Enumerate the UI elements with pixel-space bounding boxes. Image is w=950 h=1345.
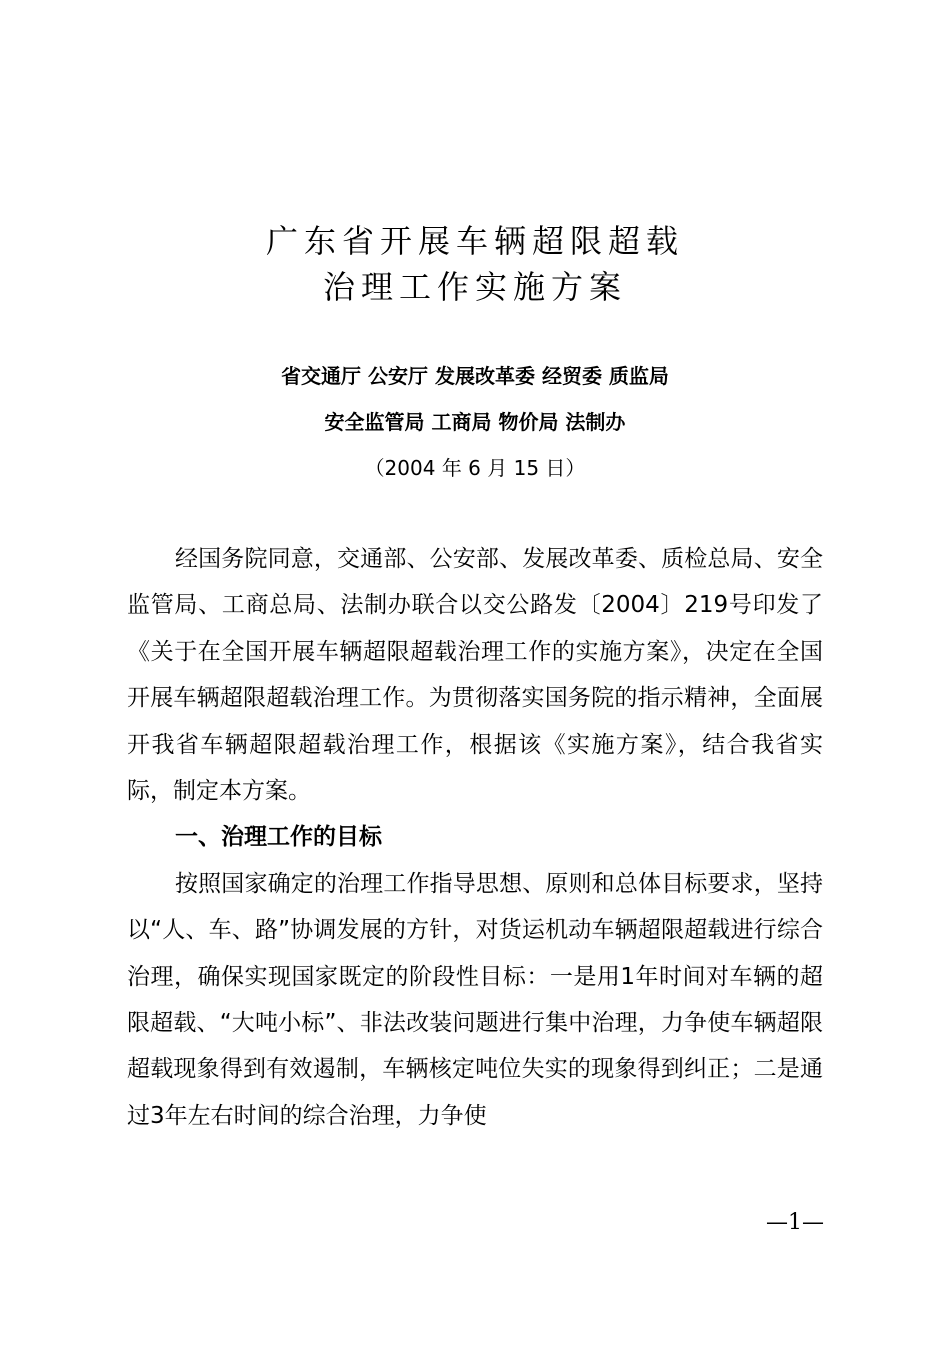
issuing-agencies-line2: 安全监管局 工商局 物价局 法制办	[324, 410, 626, 434]
document-title-line2: 治理工作实施方案	[322, 268, 627, 306]
section-heading-goals: 一、治理工作的目标	[175, 824, 382, 851]
issuing-agencies-line1: 省交通厅 公安厅 发展改革委 经贸委 质监局	[281, 364, 669, 388]
page-number: —1—	[766, 1210, 824, 1235]
intro-paragraph: 经国务院同意，交通部、公安部、发展改革委、质检总局、安全监管局、工商总局、法制办联合以交公路发〔2004〕219号印发了《关于在全国开展车辆超限超载治理工作的实施方案》，决定在全国开展车辆超限超载治理工作。为贯彻落实国务院的指示精神，全面展开我省车辆超限超载治理工作，根据该《实施方案》，结合我省实际，制定本方案。	[127, 546, 823, 805]
document-title-line1: 广东省开展车辆超限超载	[265, 222, 684, 260]
issue-date: （2004 年 6 月 15 日）	[364, 456, 586, 480]
goals-paragraph: 按照国家确定的治理工作指导思想、原则和总体目标要求，坚持以“人、车、路”协调发展的方针，对货运机动车辆超限超载进行综合治理，确保实现国家既定的阶段性目标：一是用1年时间对车辆的超限超载、“大吨小标”、非法改装问题进行集中治理，力争使车辆超限超载现象得到有效遏制，车辆核定吨位失实的现象得到纠正；二是通过3年左右时间的综合治理，力争使	[127, 870, 823, 1129]
document-body	[127, 536, 823, 1139]
